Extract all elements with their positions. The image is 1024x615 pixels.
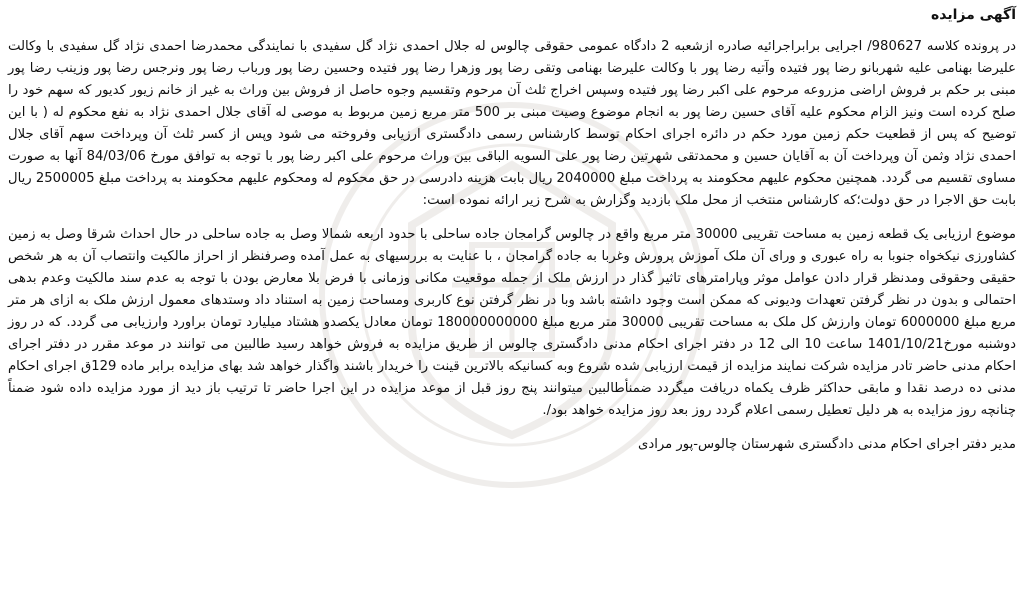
- signature-line: مدیر دفتر اجرای احکام مدنی دادگستری شهرستان چالوس-پور مرادی: [638, 437, 1016, 452]
- notice-title: آگهی مزایده: [930, 7, 1016, 23]
- case-details-paragraph: در پرونده کلاسه 980627/ اجرایی برابراجرائیه صادره ازشعبه 2 دادگاه عمومی حقوقی چالوس له جلال احمدی نژاد گل سفیدی با نمایندگی محمدرضا احمدی نژاد گل سفیدی با وکالت علیرضا بهنامی علیه شهربانو رضا پور فتیده وآتیه رضا پور با وکالت علیرضا بهنامی وتقی رضا پور وزهرا رضا پور فتیده وحسین رضا پور ورباب رضا پور ونرجس رضا پور وزینب رضا پور مبنی بر حکم بر فروش اراضی مزروعه مرحوم علی اکبر رضا پور فتیده وسپس اخراج ثلث آن مرحوم وتقسیم وجوه حاصل از فروش بین وراث به غیر از خانم زیور کدیور که سهم خود را صلح کرده است ونیز الزام محکوم علیه آقای حسین رضا پور به انجام موضوع وصیت مبنی بر 500 متر مربع زمین مربوط به موصی له آقای جلال احمدی نژاد به نفع محکوم له ( با این توضیح که پس از قطعیت حکم زمین مورد حکم در دائره اجرای احکام توسط کارشناس رسمی دادگستری ارزیابی وفروخته می شود وپس از کسر ثلث آن وپرداخت سهم آقای جلال احمدی نژاد وثمن آن وپرداخت آن به آقایان حسین و محمدتقی شهرتین رضا پور علی السویه الباقی بین وراث مرحوم علی اکبر رضا پور با توجه به توافق مورخ 84/03/06 آنها به صورت مساوی تقسیم می گردد. همچنین محکوم علیهم محکومند به پرداخت مبلغ 2040000 ریال بابت هزینه دادرسی در حق محکوم له ومحکوم علیهم محکومند به پرداخت مبلغ 2500005 ریال بابت حق الاجرا در حق دولت؛که کارشناس منتخب از محل ملک بازدید وگزارش به شرح زیر ارائه نموده است:: [8, 39, 1017, 208]
- notice-content: [8, 4, 1016, 456]
- appraisal-paragraph: موضوع ارزیابی یک قطعه زمین به مساحت تقریبی 30000 متر مربع واقع در چالوس گرامجان جاده ساحلی با حدود اربعه شمالا وصل به جاده ساحلی در حال احداث شرقا وصل به زمین کشاورزی نیکخواه جنوبا به راه عبوری و ورای آن ملک آموزش پرورش وغربا به جاده گرامجان ، با عنایت به بررسیهای به عمل آمده وصرفنظر از احراز مالکیت وانتصاب آن به هر شخص حقیقی وحقوقی ومدنظر قرار دادن عوامل موثر وپارامترهای تاثیر گذار در ارزش ملک از جمله موقعیت مکانی وزمانی با فرض بلا معارض بودن با توجه به عدم سند مالکیت وعدم بدهی احتمالی و بدون در نظر گرفتن تعهدات ودیونی که ممکن است وجود داشته باشد وبا در نظر گرفتن نوع کاربری ومساحت زمین به استناد داد وستدهای معمول ارزش ملک به ازای هر متر مربع مبلغ 6000000 تومان وارزش کل ملک به مساحت تقریبی 30000 متر مربع مبلغ 180000000000 تومان معادل یکصدو هشتاد میلیارد تومان براورد وارزیابی می گردد. که در روز دوشنبه مورخ1401/10/21 ساعت 10 الی 12 در دفتر اجرای احکام مدنی دادگستری چالوس از طریق مزایده به فروش خواهد رسید طالبین می توانند در موعد مقرر در دفتر اجرای احکام مدنی حاضر تادر مزایده شرکت نمایند مزایده از قیمت ارزیابی شده شروع وبه کسانیکه بالاترین قینت را خریدار باشند واگذار خواهد شد بهای مزایده برابر ماده 129ق اجرای احکام مدنی ده درصد نقدا و مابقی حداکثر ظرف یکماه دریافت میگردد ضمنأطالبین میتوانند پنج روز قبل از موعد مزایده در این اجرا حاضر تا ترتیب باز دید از مورد مزایده داده شود ضمناً چنانچه روز مزایده به هر دلیل تعطیل رسمی اعلام گردد روز بعد روز مزایده خواهد بود/.: [8, 227, 1016, 418]
